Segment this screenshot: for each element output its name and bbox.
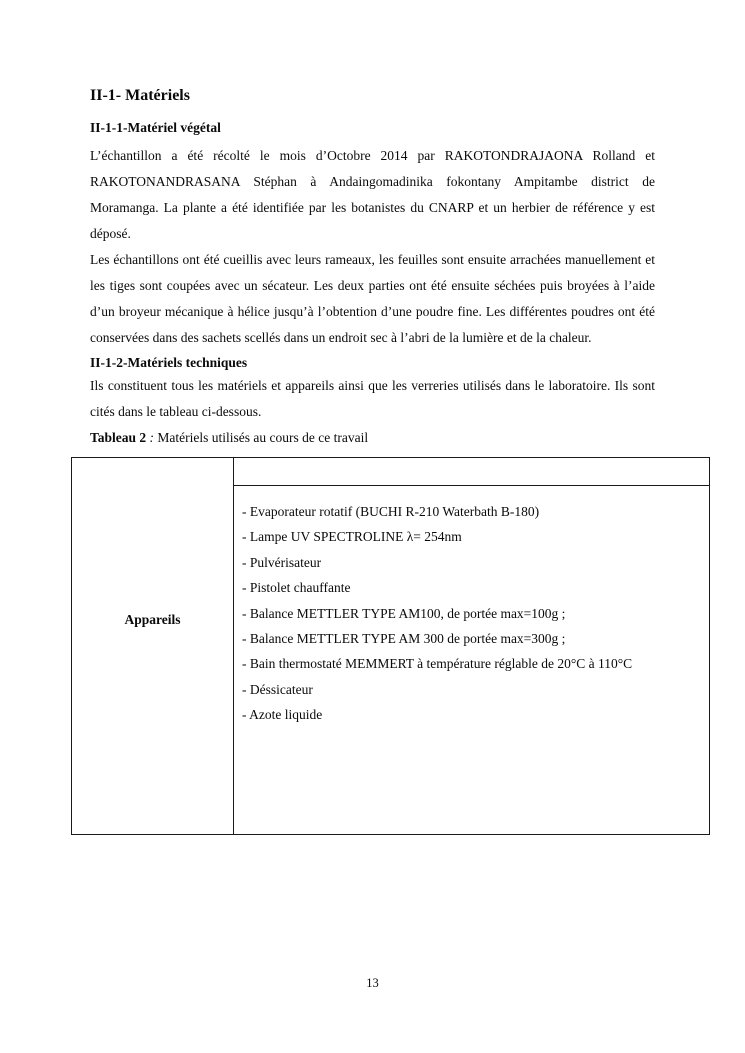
table-item: - Bain thermostaté MEMMERT à température réglable de 20°C à 110°C (242, 656, 633, 672)
paragraph-lab-materials: Ils constituent tous les matériels et appareils ainsi que les verreries utilisés dans le laboratoire. Ils sont cités dans le tableau ci-dessous. (90, 378, 655, 419)
table-content-cell (234, 458, 709, 834)
table-caption-text: Matériels utilisés au cours de ce travail (157, 430, 369, 445)
table-item: - Pulvérisateur (242, 554, 322, 570)
table-item: - Azote liquide (242, 707, 323, 723)
table-item: - Balance METTLER TYPE AM 300 de portée max=300g ; (242, 631, 566, 647)
table-caption (90, 425, 655, 451)
subsection-heading-material-vegetal: II-1-1-Matériel végétal (90, 120, 221, 135)
table-item: - Evaporateur rotatif (BUCHI R-210 Waterbath B-180) (242, 504, 540, 519)
subsection-heading-materiels-techniques: II-1-2-Matériels techniques (90, 355, 248, 370)
table-row-header: Appareils (124, 612, 181, 627)
table-empty-row (234, 458, 709, 486)
paragraph-sample-processing: Les échantillons ont été cueillis avec leurs rameaux, les feuilles sont ensuite arrachées manuellement et les tiges sont coupées avec un sécateur. Les deux parties ont été ensuite séchées puis broyées à l’aide d’un broyeur mécanique à hélice jusqu’à l’obtention d’une poudre fine. Les différentes poudres ont été conservées dans des sachets scellés dans un endroit sec à l’abri de la lumière et de la chaleur. (90, 252, 655, 345)
section-heading: II-1- Matériels (90, 87, 190, 104)
page-number: 13 (366, 976, 379, 990)
materials-table (71, 457, 710, 835)
table-item: - Lampe UV SPECTROLINE λ= 254nm (242, 529, 462, 545)
table-item: - Déssicateur (242, 681, 313, 697)
table-item: - Balance METTLER TYPE AM100, de portée max=100g ; (242, 605, 566, 621)
table-items-list (234, 486, 709, 728)
table-caption-label: Tableau 2 (90, 430, 147, 445)
table-row-header-cell (72, 458, 234, 834)
table-item: - Pistolet chauffante (242, 580, 351, 596)
table-caption-separator: : (146, 430, 158, 445)
paragraph-sample-collection: L’échantillon a été récolté le mois d’Octobre 2014 par RAKOTONDRAJAONA Rolland et RAKOTONANDRASANA Stéphan à Andaingomadinika fokontany Ampitambe district de Moramanga. La plante a été identifiée par les botanistes du CNARP et un herbier de référence y est déposé. (90, 148, 655, 241)
